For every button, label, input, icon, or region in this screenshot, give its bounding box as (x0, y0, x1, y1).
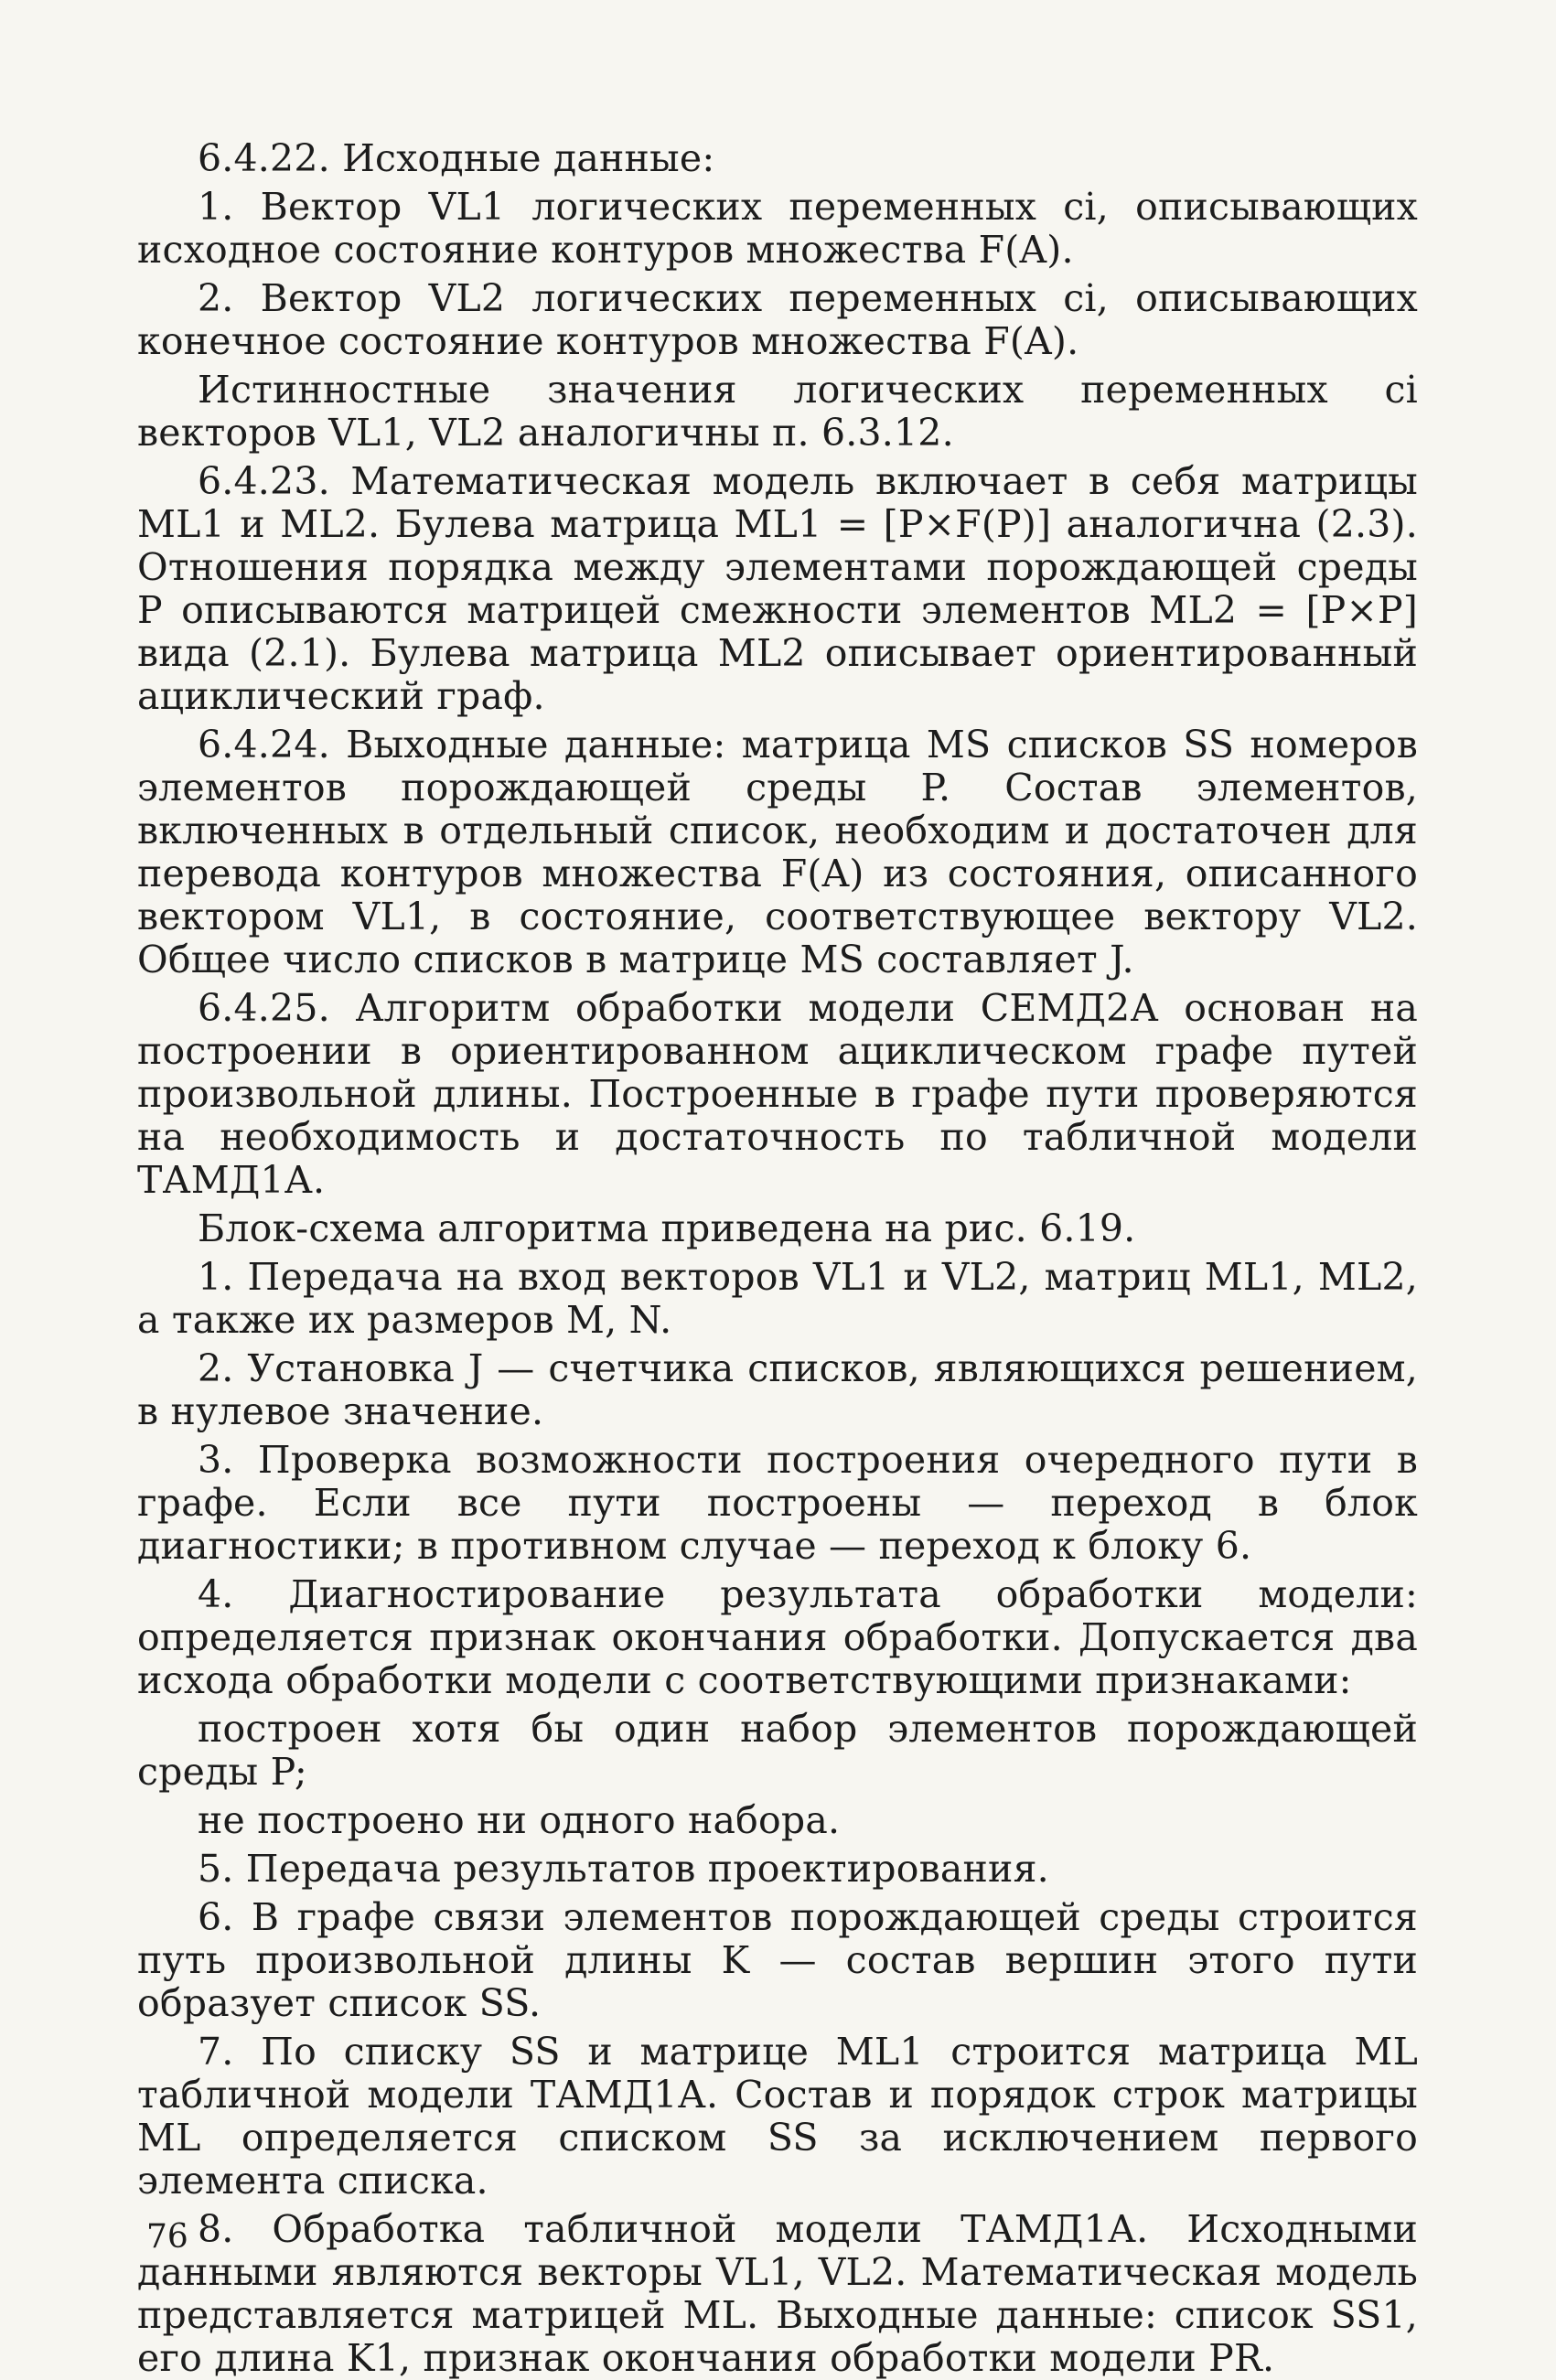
list-item: 2. Установка J — счетчика списков, являющихся решением, в нулевое значение. (137, 1346, 1418, 1433)
paragraph: 6.4.24. Выходные данные: матрица MS списков SS номеров элементов порождающей среды P. Состав элементов, включенных в отдельный список, необходим и достаточен для перевода контуров множества F(A) из состояния, описанного вектором VL1, в состояние, соответствующее вектору VL2. Общее число списков в матрице MS составляет J. (137, 723, 1418, 981)
paragraph: 2. Вектор VL2 логических переменных ci, описывающих конечное состояние контуров множества F(A). (137, 276, 1418, 363)
list-item: 6. В графе связи элементов порождающей среды строится путь произвольной длины K — состав вершин этого пути образует список SS. (137, 1895, 1418, 2025)
list-item: построен хотя бы один набор элементов порождающей среды P; (137, 1707, 1418, 1794)
paragraph: Блок-схема алгоритма приведена на рис. 6.19. (198, 1206, 1136, 1250)
list-item: не построено ни одного набора. (198, 1798, 841, 1842)
list-item: 5. Передача результатов проектирования. (198, 1847, 1049, 1891)
section-heading-6-4-22: 6.4.22. Исходные данные: (198, 136, 715, 180)
body-text (137, 137, 1418, 2380)
paragraph: 6.4.25. Алгоритм обработки модели СЕМД2А основан на построении в ориентированном ациклическом графе путей произвольной длины. Построенные в графе пути проверяются на необходимость и достаточность по табличной модели ТАМД1А. (137, 986, 1418, 1202)
list-item: 3. Проверка возможности построения очередного пути в графе. Если все пути построены — переход в блок диагностики; в противном случае — переход к блоку 6. (137, 1438, 1418, 1568)
paragraph: 1. Вектор VL1 логических переменных ci, описывающих исходное состояние контуров множества F(A). (137, 185, 1418, 272)
list-item: 8. Обработка табличной модели ТАМД1А. Исходными данными являются векторы VL1, VL2. Математическая модель представляется матрицей ML. Выходные данные: список SS1, его длина K1, признак окончания обработки модели PR. (137, 2207, 1418, 2380)
list-item: 4. Диагностирование результата обработки модели: определяется признак окончания обработки. Допускается два исхода обработки модели с соответствующими признаками: (137, 1572, 1418, 1702)
paragraph: 6.4.23. Математическая модель включает в себя матрицы ML1 и ML2. Булева матрица ML1 = [P×F(P)] аналогична (2.3). Отношения порядка между элементами порождающей среды P описываются матрицей смежности элементов ML2 = [P×P] вида (2.1). Булева матрица ML2 описывает ориентированный ациклический граф. (137, 459, 1418, 718)
list-item: 1. Передача на вход векторов VL1 и VL2, матриц ML1, ML2, а также их размеров M, N. (137, 1255, 1418, 1342)
list-item: 7. По списку SS и матрице ML1 строится матрица ML табличной модели ТАМД1А. Состав и порядок строк матрицы ML определяется списком SS за исключением первого элемента списка. (137, 2030, 1418, 2203)
page-number: 76 (146, 2218, 188, 2256)
paragraph: Истинностные значения логических переменных ci векторов VL1, VL2 аналогичны п. 6.3.12. (137, 368, 1418, 455)
